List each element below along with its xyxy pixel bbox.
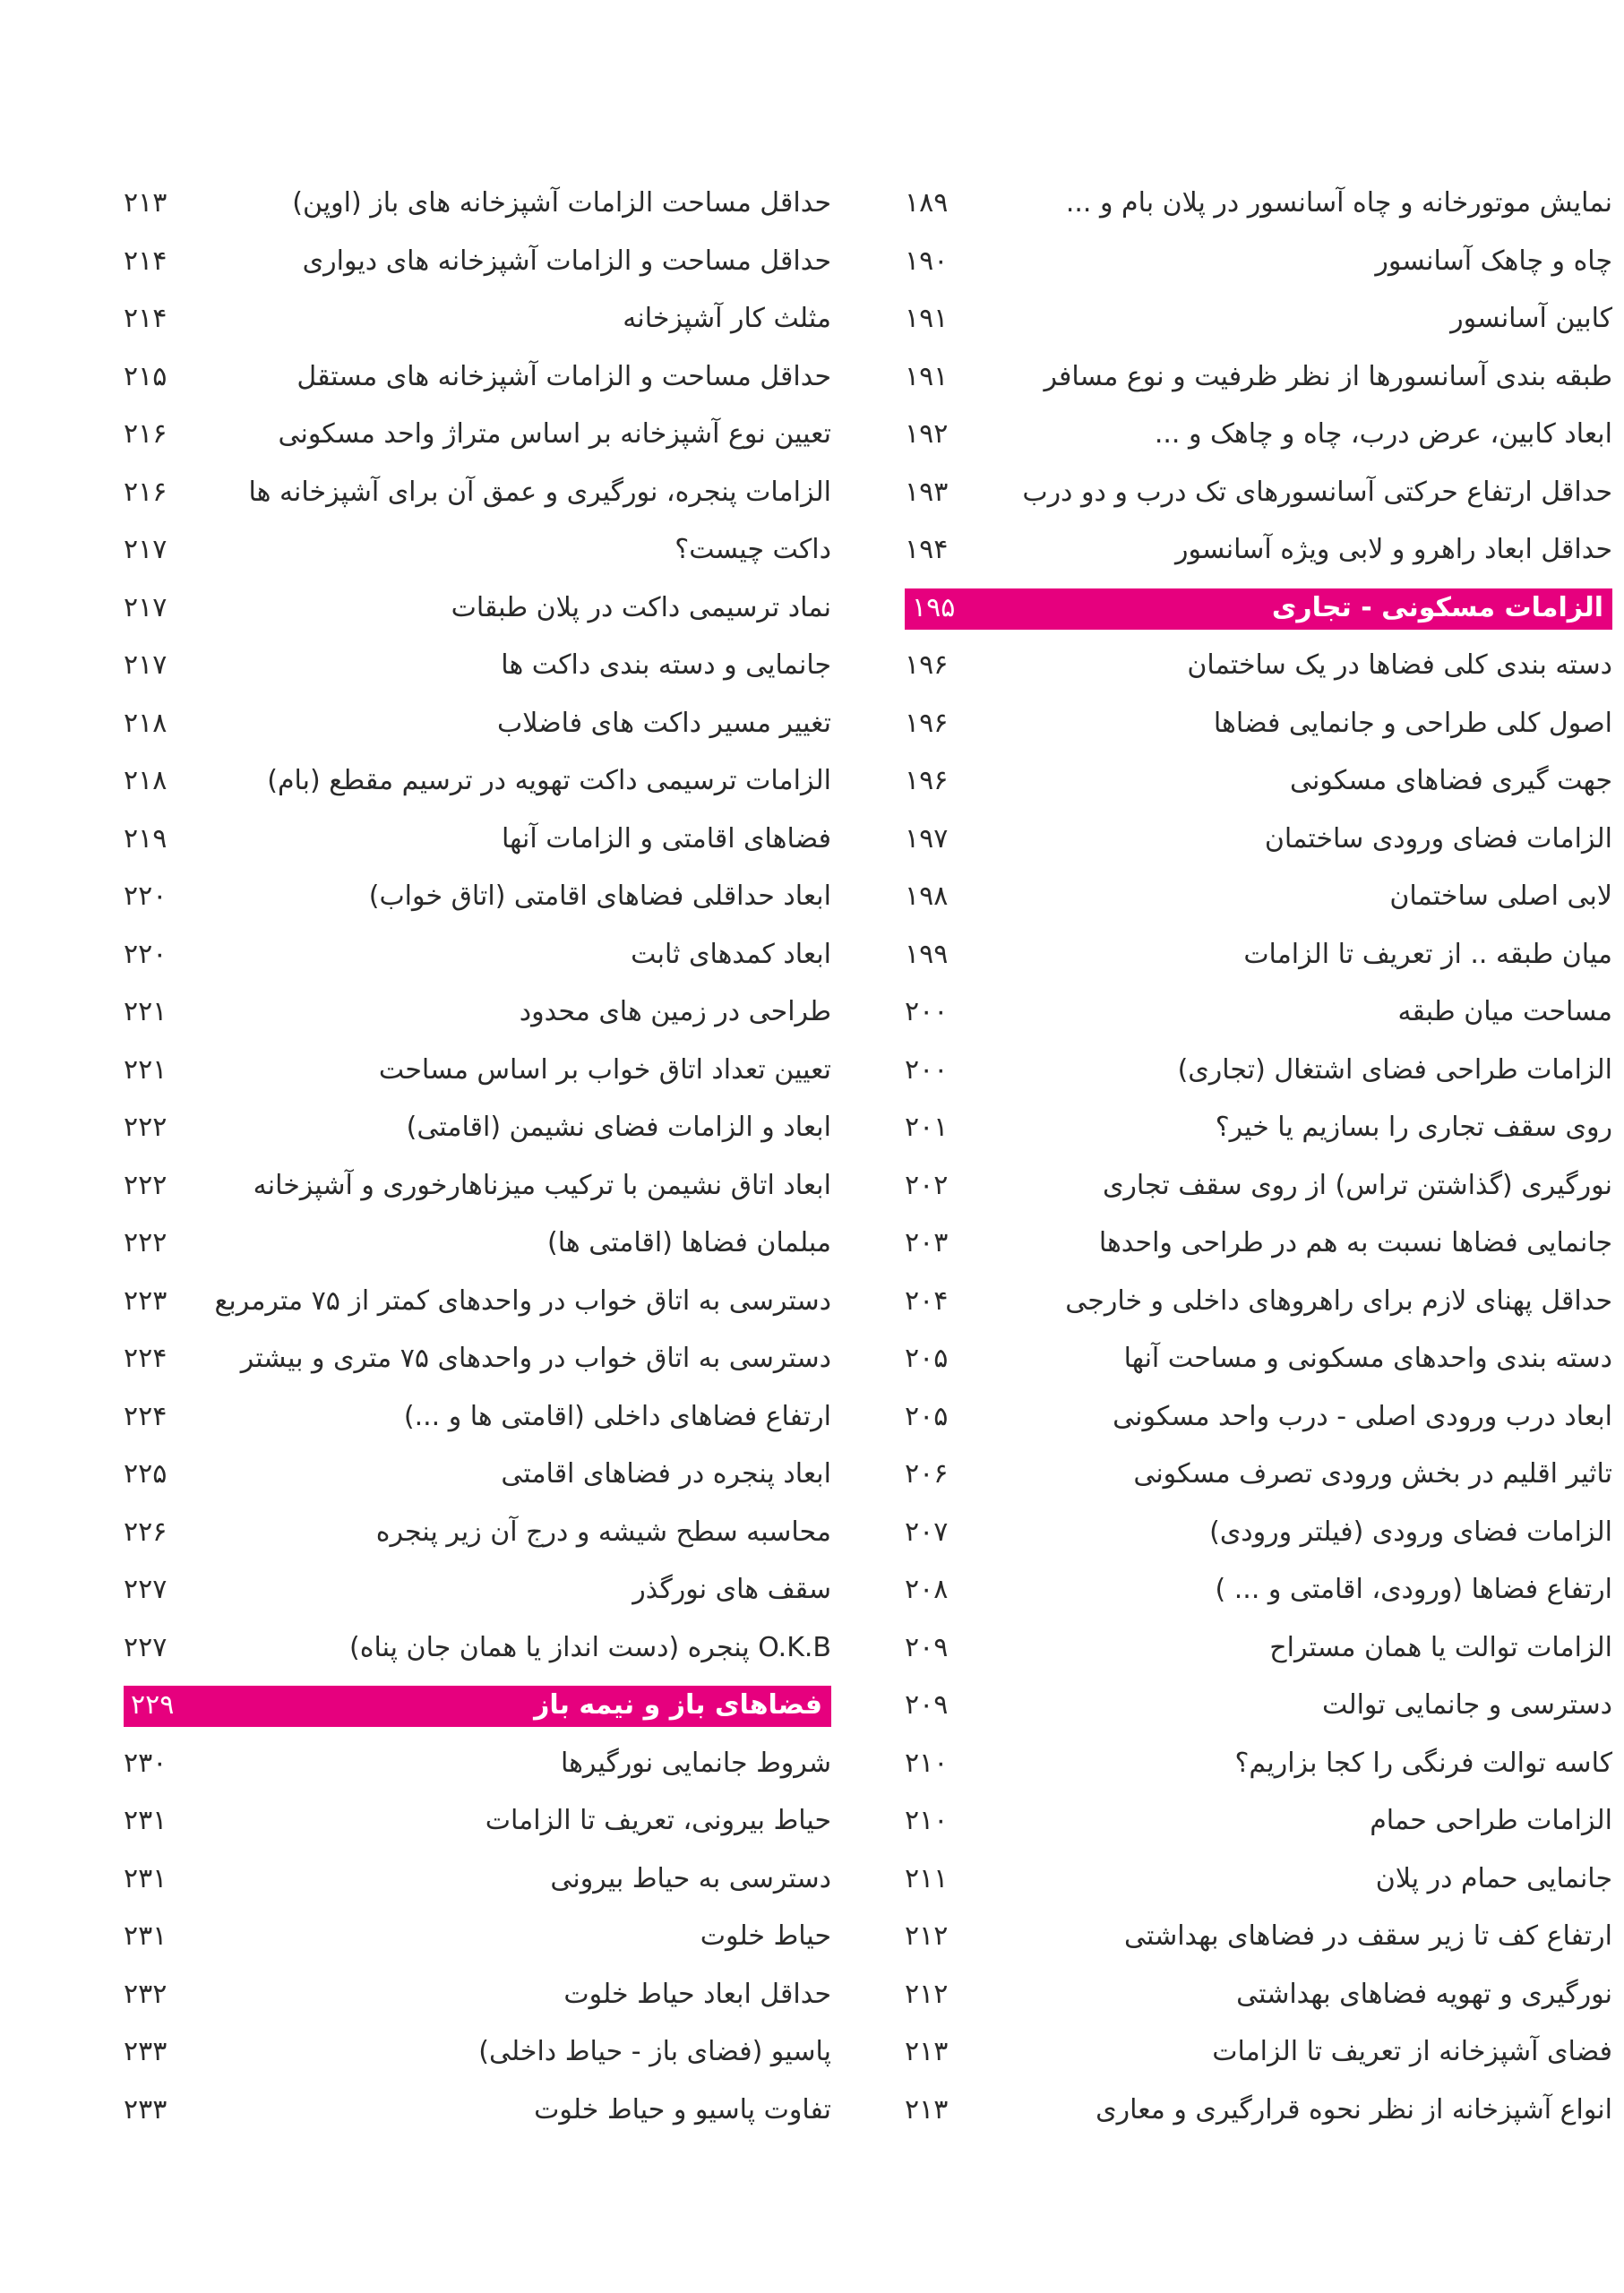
toc-entry-page-number: ۲۲۱	[124, 1053, 168, 1086]
toc-entry	[124, 695, 831, 753]
toc-entry-page-number: ۲۲۴	[124, 1343, 168, 1374]
toc-entry	[905, 1215, 1612, 1273]
toc-entry	[124, 926, 831, 984]
toc-entry-title: حداقل مساحت و الزامات آشپزخانه های دیواری	[302, 245, 831, 277]
toc-entry	[905, 637, 1612, 695]
toc-entry-title: حداقل ابعاد راهرو و لابی ویژه آسانسور	[1174, 534, 1612, 565]
toc-entry-page-number: ۱۹۵	[912, 591, 956, 623]
toc-entry-page-number: ۲۱۳	[905, 2093, 949, 2126]
toc-entry	[124, 2082, 831, 2140]
toc-entry	[905, 1619, 1612, 1678]
toc-column-right	[905, 175, 1612, 2139]
toc-entry	[905, 1561, 1612, 1619]
toc-entry-title: الزامات فضای ورودی (فیلتر ورودی)	[1209, 1516, 1612, 1548]
toc-entry-title: دسترسی و جانمایی توالت	[1322, 1689, 1612, 1721]
toc-entry-title: روی سقف تجاری را بسازیم یا خیر؟	[1215, 1112, 1612, 1143]
toc-entry	[905, 752, 1612, 811]
toc-entry-page-number: ۱۹۷	[905, 822, 949, 855]
toc-entry	[905, 2023, 1612, 2082]
toc-entry-page-number: ۲۰۷	[905, 1516, 949, 1548]
toc-entry-title: طراحی در زمین های محدود	[519, 996, 831, 1027]
toc-entry	[124, 348, 831, 407]
toc-entry-page-number: ۲۰۴	[905, 1284, 949, 1317]
toc-entry-title: الزامات طراحی فضای اشتغال (تجاری)	[1177, 1053, 1612, 1086]
toc-entry-page-number: ۱۹۶	[905, 649, 949, 681]
toc-entry-page-number: ۲۰۱	[905, 1112, 949, 1143]
toc-entry	[905, 175, 1612, 233]
toc-entry-title: حداقل مساحت و الزامات آشپزخانه های مستقل	[296, 360, 831, 392]
toc-entry-page-number: ۲۰۵	[905, 1343, 949, 1374]
toc-entry	[124, 1504, 831, 1562]
toc-entry-title: فضای آشپزخانه از تعریف تا الزامات	[1212, 2036, 1612, 2067]
toc-entry-page-number: ۱۹۸	[905, 880, 949, 912]
toc-entry-title: ارتفاع فضاها (ورودی، اقامتی و ... )	[1215, 1574, 1612, 1605]
toc-entry-page-number: ۲۲۶	[124, 1516, 168, 1548]
toc-entry	[905, 1908, 1612, 1966]
toc-entry	[905, 1273, 1612, 1331]
toc-entry-page-number: ۲۱۰	[905, 1805, 949, 1836]
toc-entry-title: دسته بندی کلی فضاها در یک ساختمان	[1187, 649, 1612, 681]
toc-entry-page-number: ۲۰۳	[905, 1227, 949, 1258]
toc-entry-page-number: ۱۹۲	[905, 418, 949, 450]
toc-entry	[124, 580, 831, 638]
toc-entry	[905, 868, 1612, 926]
toc-entry-page-number: ۲۱۴	[124, 303, 168, 334]
toc-entry-page-number: ۱۹۰	[905, 245, 949, 277]
toc-entry	[124, 406, 831, 464]
toc-entry-page-number: ۲۰۵	[905, 1400, 949, 1432]
toc-entry-page-number: ۲۲۱	[124, 996, 168, 1027]
toc-entry-title: نورگیری و تهویه فضاهای بهداشتی	[1236, 1978, 1612, 2010]
toc-entry-title: ارتفاع فضاهای داخلی (اقامتی ها و ...)	[403, 1400, 831, 1432]
toc-column-left	[124, 175, 831, 2139]
toc-entry-title: فضاهای اقامتی و الزامات آنها	[502, 822, 831, 855]
toc-entry-title: نورگیری (گذاشتن تراس) از روی سقف تجاری	[1102, 1169, 1612, 1201]
toc-entry-page-number: ۲۱۷	[124, 534, 168, 565]
toc-entry-title: کاسه توالت فرنگی را کجا بزاریم؟	[1234, 1747, 1612, 1779]
toc-section-heading	[905, 580, 1612, 638]
toc-entry-page-number: ۲۰۰	[905, 1053, 949, 1086]
toc-entry-page-number: ۲۲۰	[124, 880, 168, 912]
toc-entry	[905, 1388, 1612, 1447]
toc-entry-page-number: ۱۸۹	[905, 187, 949, 219]
toc-entry	[124, 1735, 831, 1793]
toc-entry-page-number: ۲۰۹	[905, 1689, 949, 1721]
toc-entry-title: ابعاد پنجره در فضاهای اقامتی	[501, 1458, 831, 1490]
toc-entry-page-number: ۲۲۷	[124, 1574, 168, 1605]
toc-entry	[124, 521, 831, 580]
toc-entry-title: تعیین نوع آشپزخانه بر اساس متراژ واحد مسکونی	[278, 418, 831, 450]
toc-entry-page-number: ۲۲۲	[124, 1169, 168, 1201]
toc-entry-title: ابعاد حداقلی فضاهای اقامتی (اتاق خواب)	[368, 880, 831, 912]
toc-entry	[905, 811, 1612, 869]
toc-entry-title: ارتفاع کف تا زیر سقف در فضاهای بهداشتی	[1124, 1920, 1612, 1952]
toc-entry-title: مثلث کار آشپزخانه	[623, 303, 831, 334]
toc-entry-page-number: ۲۱۶	[124, 476, 168, 508]
toc-entry-page-number: ۲۳۳	[124, 2093, 168, 2126]
toc-entry-page-number: ۲۱۳	[124, 187, 168, 219]
toc-entry-title: دسترسی به اتاق خواب در واحدهای کمتر از ۷۵ مترمربع	[214, 1284, 831, 1317]
toc-entry	[905, 1446, 1612, 1504]
toc-entry-title: داکت چیست؟	[675, 534, 831, 565]
toc-entry	[124, 1851, 831, 1909]
toc-entry-page-number: ۲۱۴	[124, 245, 168, 277]
toc-entry	[124, 233, 831, 291]
toc-entry	[124, 175, 831, 233]
toc-entry-page-number: ۲۱۰	[905, 1747, 949, 1779]
toc-entry-page-number: ۲۰۹	[905, 1631, 949, 1663]
toc-entry-title: لابی اصلی ساختمان	[1389, 880, 1612, 912]
toc-entry-page-number: ۲۱۸	[124, 765, 168, 796]
toc-entry-title: دسترسی به حیاط بیرونی	[550, 1862, 831, 1894]
toc-entry-title: تغییر مسیر داکت های فاضلاب	[496, 707, 831, 739]
toc-entry-page-number: ۱۹۱	[905, 303, 949, 334]
toc-entry-title: ابعاد کابین، عرض درب، چاه و چاهک و ...	[1154, 418, 1612, 450]
toc-entry-page-number: ۲۱۶	[124, 418, 168, 450]
toc-entry-title: حداقل مساحت الزامات آشپزخانه های باز (اوپن)	[292, 187, 831, 219]
toc-entry	[124, 290, 831, 348]
toc-entry	[124, 2023, 831, 2082]
toc-entry-page-number: ۲۲۲	[124, 1112, 168, 1143]
toc-entry-title: جانمایی فضاها نسبت به هم در طراحی واحدها	[1098, 1227, 1612, 1258]
toc-entry-page-number: ۲۲۷	[124, 1631, 168, 1663]
toc-entry-page-number: ۲۰۲	[905, 1169, 949, 1201]
toc-entry	[905, 1099, 1612, 1157]
toc-entry	[905, 926, 1612, 984]
toc-entry-title: ابعاد کمدهای ثابت	[631, 938, 831, 970]
toc-entry-page-number: ۱۹۶	[905, 765, 949, 796]
toc-entry-title: ابعاد اتاق نشیمن با ترکیب میزناهارخوری و آشپزخانه	[253, 1169, 831, 1201]
toc-entry	[905, 1504, 1612, 1562]
toc-entry	[124, 1273, 831, 1331]
toc-entry	[124, 752, 831, 811]
toc-entry-page-number: ۲۱۳	[905, 2036, 949, 2067]
toc-entry-title: حداقل ارتفاع حرکتی آسانسورهای تک درب و دو درب	[1022, 476, 1612, 508]
toc-entry	[905, 1330, 1612, 1388]
toc-entry	[905, 1792, 1612, 1851]
toc-entry	[124, 637, 831, 695]
toc-entry-title: مبلمان فضاها (اقامتی ها)	[547, 1227, 831, 1258]
toc-entry-page-number: ۲۲۹	[131, 1689, 175, 1721]
toc-entry	[905, 290, 1612, 348]
toc-entry	[905, 1735, 1612, 1793]
toc-entry-page-number: ۱۹۹	[905, 938, 949, 970]
toc-entry-page-number: ۱۹۶	[905, 707, 949, 739]
toc-entry	[905, 233, 1612, 291]
toc-entry-title: جهت گیری فضاهای مسکونی	[1290, 765, 1612, 796]
toc-entry-page-number: ۲۲۴	[124, 1400, 168, 1432]
toc-entry-title: دسترسی به اتاق خواب در واحدهای ۷۵ متری و بیشتر	[240, 1343, 831, 1374]
toc-entry-title: شروط جانمایی نورگیرها	[560, 1747, 831, 1779]
toc-entry	[905, 1677, 1612, 1735]
toc-entry	[905, 521, 1612, 580]
toc-entry-title: الزامات توالت یا همان مستراح	[1269, 1631, 1612, 1663]
toc-entry	[124, 1446, 831, 1504]
toc-entry-page-number: ۲۱۵	[124, 360, 168, 392]
toc-entry-title: نماد ترسیمی داکت در پلان طبقات	[451, 591, 831, 623]
toc-entry	[905, 1851, 1612, 1909]
toc-entry	[124, 1561, 831, 1619]
toc-entry	[905, 406, 1612, 464]
toc-entry-title: اصول کلی طراحی و جانمایی فضاها	[1213, 707, 1612, 739]
toc-entry-title: تفاوت پاسیو و حیاط خلوت	[534, 2093, 831, 2126]
toc-entry-page-number: ۲۳۳	[124, 2036, 168, 2067]
toc-entry-page-number: ۱۹۱	[905, 360, 949, 392]
toc-entry	[905, 1157, 1612, 1215]
toc-entry	[124, 1157, 831, 1215]
toc-entry-page-number: ۲۰۸	[905, 1574, 949, 1605]
toc-entry	[905, 348, 1612, 407]
toc-entry	[905, 983, 1612, 1042]
toc-entry-page-number: ۲۱۲	[905, 1978, 949, 2010]
toc-entry-page-number: ۲۱۹	[124, 822, 168, 855]
toc-entry-page-number: ۲۱۱	[905, 1862, 949, 1894]
toc-entry-title: تعیین تعداد اتاق خواب بر اساس مساحت	[378, 1053, 831, 1086]
toc-entry-title: میان طبقه .. از تعریف تا الزامات	[1243, 938, 1612, 970]
toc-entry	[124, 868, 831, 926]
toc-entry-page-number: ۲۳۰	[124, 1747, 168, 1779]
toc-entry	[124, 1215, 831, 1273]
toc-entry-title: O.K.B پنجره (دست انداز یا همان جان پناه)	[349, 1631, 831, 1663]
toc-entry-page-number: ۲۱۲	[905, 1920, 949, 1952]
toc-entry-title: الزامات پنجره، نورگیری و عمق آن برای آشپزخانه ها	[248, 476, 831, 508]
toc-entry-title: جانمایی حمام در پلان	[1375, 1862, 1612, 1894]
toc-entry	[124, 1908, 831, 1966]
toc-entry-page-number: ۱۹۴	[905, 534, 949, 565]
toc-entry-title: حداقل پهنای لازم برای راهروهای داخلی و خارجی	[1065, 1284, 1612, 1317]
toc-entry	[124, 983, 831, 1042]
toc-entry-page-number: ۲۱۸	[124, 707, 168, 739]
toc-entry-title: طبقه بندی آسانسورها از نظر ظرفیت و نوع مسافر	[1044, 360, 1612, 392]
toc-entry	[124, 1330, 831, 1388]
toc-entry-page-number: ۲۳۱	[124, 1920, 168, 1952]
toc-entry-title: مساحت میان طبقه	[1397, 996, 1612, 1027]
toc-entry	[124, 811, 831, 869]
toc-entry	[124, 1966, 831, 2024]
toc-entry-page-number: ۱۹۳	[905, 476, 949, 508]
toc-entry-title: دسته بندی واحدهای مسکونی و مساحت آنها	[1123, 1343, 1612, 1374]
toc-entry	[124, 1792, 831, 1851]
toc-entry-title: کابین آسانسور	[1450, 303, 1612, 334]
toc-section-heading	[124, 1677, 831, 1735]
toc-entry-page-number: ۲۰۰	[905, 996, 949, 1027]
toc-entry-page-number: ۲۳۱	[124, 1862, 168, 1894]
toc-entry	[124, 1099, 831, 1157]
toc-entry-title: فضاهای باز و نیمه باز	[534, 1689, 822, 1721]
toc-entry-title: سقف های نورگذر	[632, 1574, 831, 1605]
toc-entry	[905, 695, 1612, 753]
toc-entry	[124, 1619, 831, 1678]
toc-entry-title: الزامات مسکونی - تجاری	[1271, 591, 1603, 623]
toc-entry-page-number: ۲۲۵	[124, 1458, 168, 1490]
toc-entry-title: ابعاد و الزامات فضای نشیمن (اقامتی)	[406, 1112, 831, 1143]
toc-entry-title: جانمایی و دسته بندی داکت ها	[501, 649, 831, 681]
toc-entry-title: نمایش موتورخانه و چاه آسانسور در پلان بام و ...	[1065, 187, 1612, 219]
toc-entry-title: حیاط بیرونی، تعریف تا الزامات	[485, 1805, 831, 1836]
toc-entry	[124, 1042, 831, 1100]
toc-entry-page-number: ۲۲۳	[124, 1284, 168, 1317]
toc-entry-page-number: ۲۱۷	[124, 591, 168, 623]
toc-entry-page-number: ۲۲۰	[124, 938, 168, 970]
toc-entry-page-number: ۲۰۶	[905, 1458, 949, 1490]
toc-entry-title: محاسبه سطح شیشه و درج آن زیر پنجره	[375, 1516, 831, 1548]
toc-entry-title: حیاط خلوت	[700, 1920, 831, 1952]
toc-entry-title: انواع آشپزخانه از نظر نحوه قرارگیری و معاری	[1096, 2093, 1612, 2126]
toc-entry-title: الزامات طراحی حمام	[1370, 1805, 1612, 1836]
toc-entry-title: الزامات ترسیمی داکت تهویه در ترسیم مقطع (بام)	[267, 765, 831, 796]
toc-entry-page-number: ۲۱۷	[124, 649, 168, 681]
toc-entry-title: ابعاد درب ورودی اصلی - درب واحد مسکونی	[1113, 1400, 1612, 1432]
toc-entry	[905, 1042, 1612, 1100]
toc-entry-page-number: ۲۲۲	[124, 1227, 168, 1258]
toc-entry	[124, 464, 831, 522]
toc-entry	[905, 1966, 1612, 2024]
toc-entry-title: چاه و چاهک آسانسور	[1375, 245, 1612, 277]
toc-entry-title: الزامات فضای ورودی ساختمان	[1264, 822, 1612, 855]
toc-entry-title: حداقل ابعاد حیاط خلوت	[563, 1978, 831, 2010]
toc-entry	[905, 2082, 1612, 2140]
toc-entry-page-number: ۲۳۱	[124, 1805, 168, 1836]
toc-entry-page-number: ۲۳۲	[124, 1978, 168, 2010]
toc-entry-title: تاثیر اقلیم در بخش ورودی تصرف مسکونی	[1133, 1458, 1612, 1490]
toc-entry	[905, 464, 1612, 522]
toc-entry-title: پاسیو (فضای باز - حیاط داخلی)	[478, 2036, 831, 2067]
toc-entry	[124, 1388, 831, 1447]
